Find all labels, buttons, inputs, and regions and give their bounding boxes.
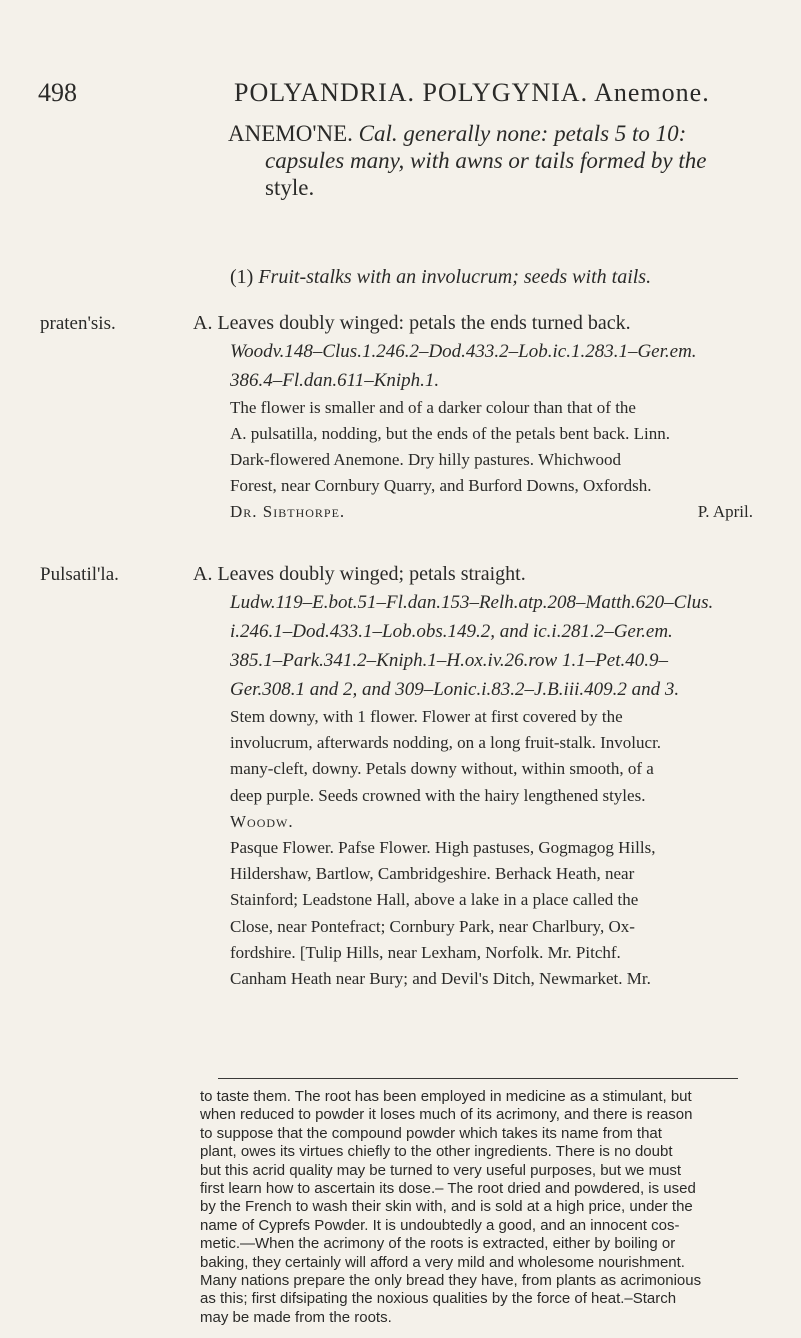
description-line: Woodw. [230,811,294,831]
species-margin-name: Pulsatil'la. [40,564,119,585]
description-line: A. pulsatilla, nodding, but the ends of the petals bent back. Linn. [230,424,671,443]
species-diagnosis: A. Leaves doubly winged: petals the ends turned back. [193,312,631,334]
description-line: Stainford; Leadstone Hall, above a lake in a place called the [230,890,639,910]
page-header [38,78,741,114]
description-line: Forest, near Cornbury Quarry, and Burford Downs, Oxfordsh. [230,476,652,495]
reference-line: i.246.1–Dod.433.1–Lob.obs.149.2, and ic.i.281.2–Ger.em. [230,621,673,642]
footnote-line: by the French to wash their skin with, and is sold at a high price, under the [200,1198,693,1216]
description-line: Dr. Sibthorpe. [230,502,346,521]
genus-characters-line2: capsules many, with awns or tails formed by the [265,148,707,173]
footnote-line: may be made from the roots. [200,1308,392,1326]
description-line: The flower is smaller and of a darker colour than that of the [230,398,636,417]
footnote-line: when reduced to powder it loses much of its acrimony, and there is reason [200,1106,693,1124]
species-diagnosis: A. Leaves doubly winged; petals straight. [193,563,526,585]
species-references [193,337,753,395]
footnote-line: Many nations prepare the only bread they have, from plants as acrimonious [200,1272,702,1290]
footnote-line: to taste them. The root has been employed in medicine as a stimulant, but [200,1088,692,1105]
footnote-line: baking, they certainly will afford a very mild and wholesome nourishment. [200,1253,685,1271]
page-number: 498 [38,78,77,107]
description-line: Canham Heath near Bury; and Devil's Ditch, Newmarket. Mr. [230,969,651,989]
footnote-line: but this acrid quality may be turned to very useful purposes, but we must [200,1161,682,1179]
footnote-line: plant, owes its virtues chiefly to the other ingredients. There is no doubt [200,1143,673,1161]
species-entry [193,310,753,525]
footnote [200,1088,756,1327]
section-title: Fruit-stalks with an involucrum; seeds with tails. [258,266,652,288]
description-line: many-cleft, downy. Petals downy without, within smooth, of a [230,759,654,779]
reference-line: Woodv.148–Clus.1.246.2–Dod.433.2–Lob.ic.1.283.1–Ger.em. [230,341,697,362]
description-line: deep purple. Seeds crowned with the hairy lengthened styles. [230,785,646,805]
genus-characters: Cal. generally none: petals 5 to 10: [358,121,687,146]
description-line: Hildershaw, Bartlow, Cambridgeshire. Berhack Heath, near [230,864,635,884]
reference-line: 386.4–Fl.dan.611–Kniph.1. [230,370,440,391]
species-references [193,588,753,704]
footnote-line: as this; first difsipating the noxious qualities by the force of heat.–Starch [200,1290,677,1308]
section-number: (1) [230,266,254,288]
genus-characters-line3: style. [265,175,315,200]
footnote-line: to suppose that the compound powder which takes its name from that [200,1124,662,1142]
species-description [193,395,753,525]
species-entry [193,561,753,992]
species-description [193,704,753,992]
footnote-line: metic.—When the acrimony of the roots is extracted, either by boiling or [200,1235,676,1253]
genus-description [228,120,748,201]
running-head: POLYANDRIA. POLYGYNIA. Anemone. [234,78,710,107]
footnote-line: name of Cyprefs Powder. It is undoubtedly a good, and an innocent cos- [200,1216,680,1234]
footnote-line: first learn how to ascertain its dose.– The root dried and powdered, is used [200,1180,696,1198]
genus-name: ANEMO'NE. [228,121,353,146]
description-line: Stem downy, with 1 flower. Flower at first covered by the [230,707,623,726]
footnote-divider [218,1078,738,1079]
description-line: Dark-flowered Anemone. Dry hilly pastures. Whichwood [230,450,622,469]
flowering-time: P. April. [697,502,753,521]
reference-line: Ludw.119–E.bot.51–Fl.dan.153–Relh.atp.208–Matth.620–Clus. [230,592,714,613]
description-line: fordshire. [Tulip Hills, near Lexham, Norfolk. Mr. Pitchf. [230,942,621,962]
description-line: involucrum, afterwards nodding, on a long fruit-stalk. Involucr. [230,733,662,753]
species-margin-name: praten'sis. [40,313,116,334]
description-line: Close, near Pontefract; Cornbury Park, near Charlbury, Ox- [230,916,635,936]
reference-line: 385.1–Park.341.2–Kniph.1–H.ox.iv.26.row 1.1–Pet.40.9– [230,650,669,671]
reference-line: Ger.308.1 and 2, and 309–Lonic.i.83.2–J.B.iii.409.2 and 3. [230,679,680,700]
section-heading [230,266,790,289]
description-line: Pasque Flower. Pafse Flower. High pastuses, Gogmagog Hills, [230,838,656,858]
